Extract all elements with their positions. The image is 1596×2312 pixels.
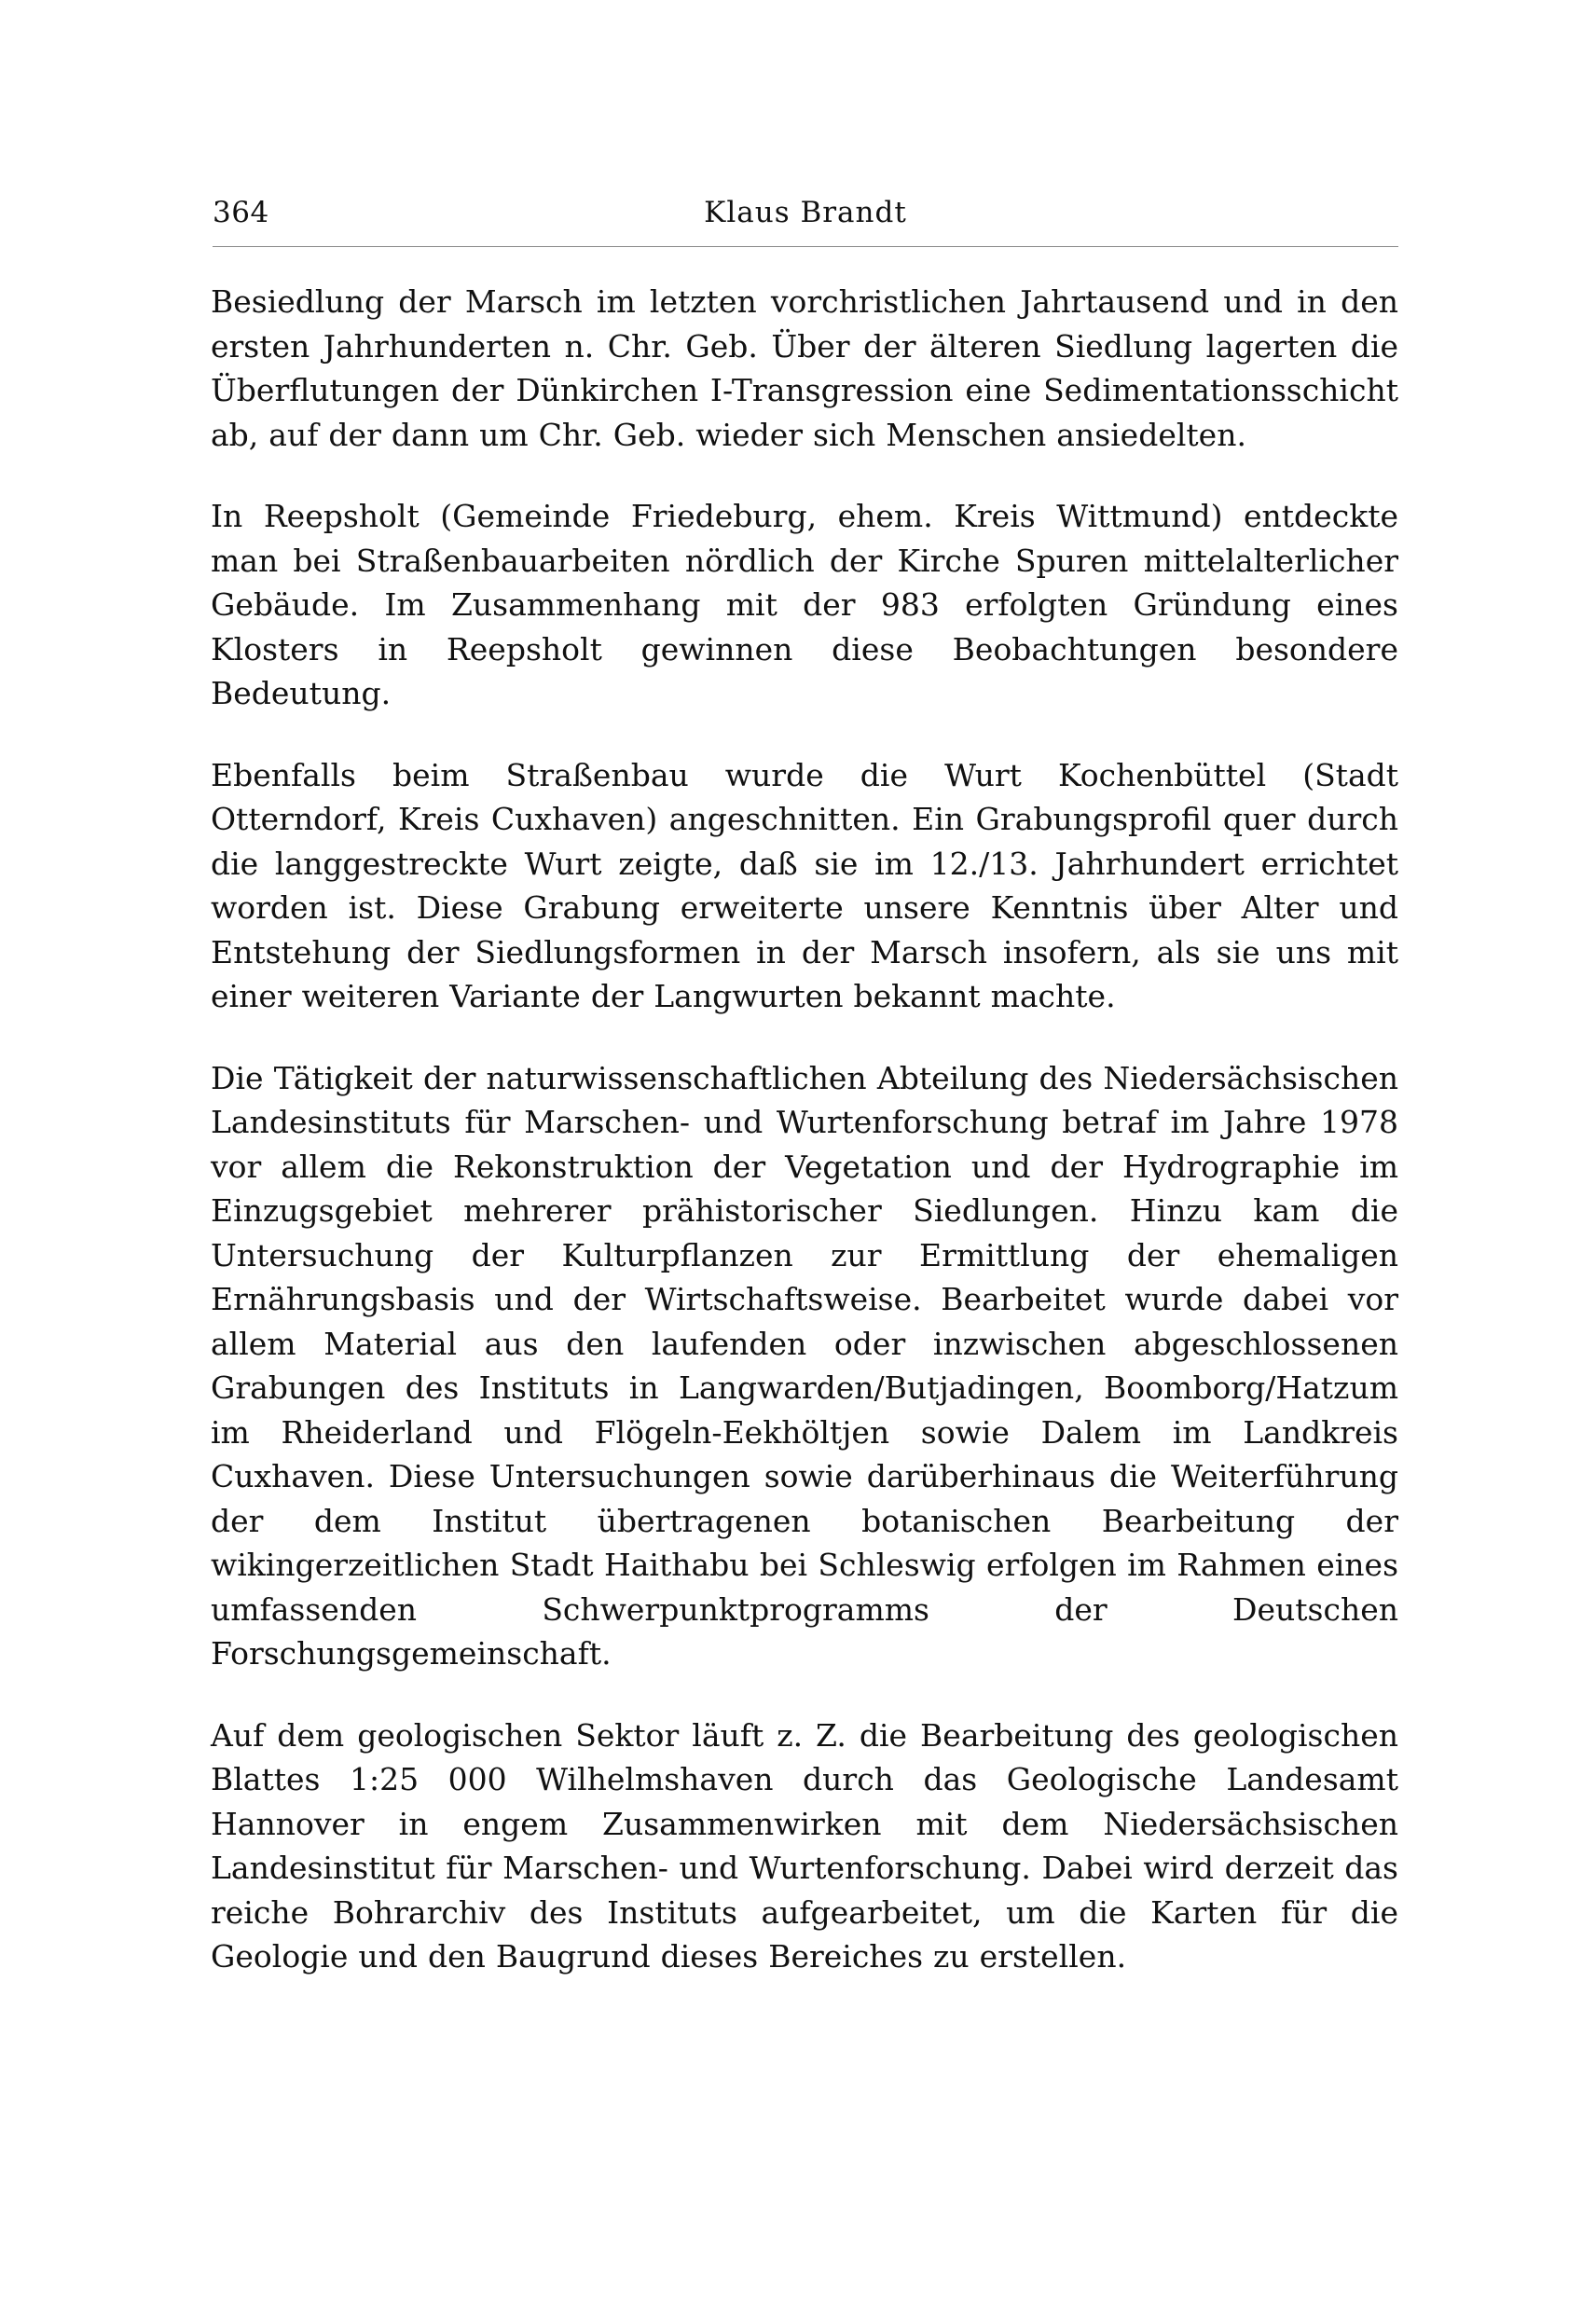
paragraph-3: Ebenfalls beim Straßenbau wurde die Wurt Kochenbüttel (Stadt Otterndorf, Kreis Cuxhaven) angeschnitten. Ein Grabungsprofil quer durch die langgestreckte Wurt zeigte, daß sie im 12./13. Jahrhundert errichtet worden ist. Diese Grabung erweiterte unsere Kenntnis über Alter und Entstehung der Siedlungsformen in der Marsch insofern, als sie uns mit einer weiteren Variante der Langwurten bekannt machte. [211,756,1398,1014]
running-head-author: Klaus Brandt [704,196,907,229]
header-rule [213,246,1398,247]
paragraph-2: In Reepsholt (Gemeinde Friedeburg, ehem. Kreis Wittmund) entdeckte man bei Straßenbauarbeiten nördlich der Kirche Spuren mittelalterlicher Gebäude. Im Zusammenhang mit der 983 erfolgten Gründung eines Klosters in Reepsholt gewinnen diese Beobachtungen besondere Bedeutung. [211,498,1398,711]
paragraph-5: Auf dem geologischen Sektor läuft z. Z. die Bearbeitung des geologischen Blattes 1:25 000 Wilhelmshaven durch das Geologische Landesamt Hannover in engem Zusammenwirken mit dem Niedersächsischen Landesinstitut für Marschen- und Wurtenforschung. Dabei wird derzeit das reiche Bohrarchiv des Instituts aufgearbeitet, um die Karten für die Geologie und den Baugrund dieses Bereiches zu erstellen. [211,1716,1398,1975]
paragraph-1: Besiedlung der Marsch im letzten vorchristlichen Jahrtausend und in den ersten Jahrhunderten n. Chr. Geb. Über der älteren Siedlung lagerten die Überflutungen der Dünkirchen I-Transgression eine Sedimentationsschicht ab, auf der dann um Chr. Geb. wieder sich Menschen ansiedelten. [211,283,1398,453]
body-text [211,280,1398,1979]
running-head [213,190,1398,242]
paragraph-4: Die Tätigkeit der naturwissenschaftlichen Abteilung des Niedersächsischen Landesinstituts für Marschen- und Wurtenforschung betraf im Jahre 1978 vor allem die Rekonstruktion der Vegetation und der Hydrographie im Einzugsgebiet mehrerer prähistorischer Siedlungen. Hinzu kam die Untersuchung der Kulturpflanzen zur Ermittlung der ehemaligen Ernährungsbasis und der Wirtschaftsweise. Bearbeitet wurde dabei vor allem Material aus den laufenden oder inzwischen abgeschlossenen Grabungen des Instituts in Langwarden/Butjadingen, Boomborg/Hatzum im Rheiderland und Flögeln-Eekhöltjen sowie Dalem im Landkreis Cuxhaven. Diese Untersuchungen sowie darüberhinaus die Weiterführung der dem Institut übertragenen botanischen Bearbeitung der wikingerzeitlichen Stadt Haithabu bei Schleswig erfolgen im Rahmen eines umfassenden Schwerpunktprogramms der Deutschen Forschungsgemeinschaft. [211,1059,1398,1672]
page-number: 364 [213,196,269,229]
